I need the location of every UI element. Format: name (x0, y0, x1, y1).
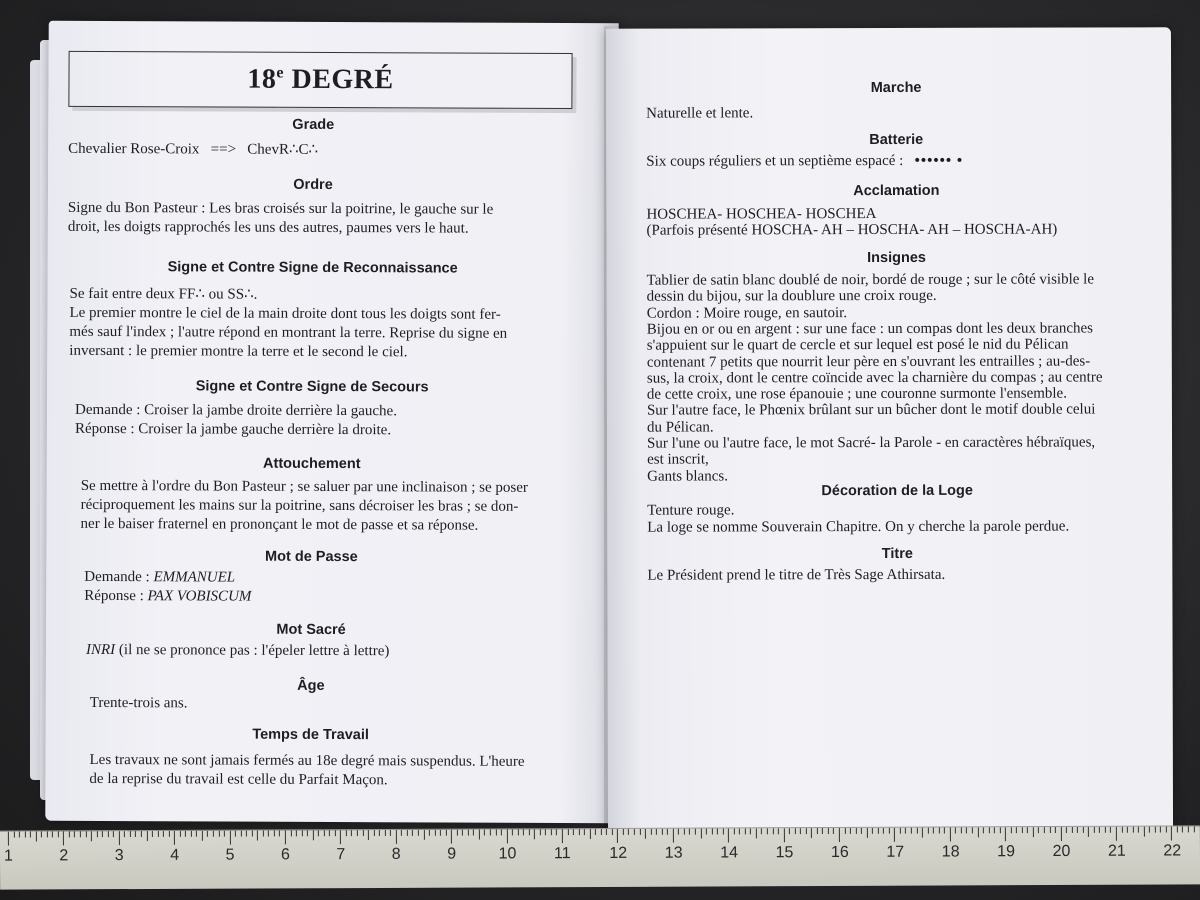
ruler-tick (379, 830, 380, 836)
reconnaissance-line: Le premier montre le ciel de la main droite dont tous les doigts sont fer- (69, 304, 501, 323)
ruler-tick (351, 830, 352, 836)
ruler-tick (495, 829, 496, 835)
ruler-tick (30, 831, 31, 837)
reconnaissance-line: inversant : le premier montre la terre et le second le ciel. (69, 342, 408, 361)
ordre-line: Signe du Bon Pasteur : Les bras croisés sur la poitrine, le gauche sur le (67, 199, 494, 218)
ruler-tick (108, 831, 109, 837)
ruler-tick (1083, 827, 1084, 833)
ruler-tick (883, 828, 884, 834)
ruler-tick (484, 830, 485, 836)
ruler-number: 1 (3, 847, 13, 865)
ruler-tick (185, 831, 186, 837)
ruler-tick (329, 830, 330, 836)
ruler-tick (213, 831, 214, 837)
ruler-tick (567, 829, 568, 835)
ruler-number: 8 (391, 845, 401, 863)
heading-reconnaissance: Signe et Contre Signe de Reconnaissance (167, 259, 458, 277)
ruler-tick (833, 828, 834, 834)
ruler-tick (1116, 827, 1117, 841)
ruler-number: 3 (114, 847, 124, 865)
ruler-tick (385, 830, 386, 836)
ruler-tick (578, 829, 579, 835)
ruler-tick (1000, 827, 1001, 833)
ruler-tick (1016, 827, 1017, 833)
marche-text: Naturelle et lente. (646, 105, 754, 122)
ruler-tick (839, 828, 840, 842)
ruler-tick (639, 829, 640, 835)
heading-grade: Grade (292, 116, 335, 134)
ruler-tick (850, 828, 851, 834)
ruler-tick (324, 830, 325, 836)
ruler-tick (961, 827, 962, 833)
heading-titre: Titre (881, 545, 913, 563)
ruler-tick (756, 828, 757, 838)
attouchement-line: réciproquement les mains sur la poitrine, sans décroiser les bras ; se don- (80, 496, 519, 515)
ruler-tick (861, 828, 862, 834)
ruler-tick (556, 829, 557, 835)
ruler-tick (728, 828, 729, 842)
ruler-tick (58, 831, 59, 837)
ruler-tick (601, 829, 602, 835)
ruler-tick (141, 831, 142, 837)
ruler-tick (1188, 826, 1189, 832)
ruler-tick (1160, 827, 1161, 833)
ruler-tick (207, 831, 208, 837)
ruler-tick (1038, 827, 1039, 833)
ruler-tick (457, 830, 458, 836)
temps-line: de la reprise du travail est celle du Parfait Maçon. (89, 770, 388, 789)
ruler-tick (412, 830, 413, 836)
ruler-tick (246, 831, 247, 837)
ruler (0, 825, 1200, 889)
ruler-tick (1138, 827, 1139, 833)
ruler-tick (645, 829, 646, 839)
ruler-tick (939, 828, 940, 834)
ruler-number: 2 (59, 847, 69, 865)
ruler-tick (13, 832, 14, 838)
insignes-line: Bijou en or ou en argent : sur une face : un compas dont les deux branches (646, 320, 1094, 338)
heading-acclamation: Acclamation (853, 182, 940, 200)
heading-mot-de-passe: Mot de Passe (265, 548, 358, 566)
ruler-tick (612, 829, 613, 835)
ruler-tick (844, 828, 845, 834)
ruler-tick (180, 831, 181, 837)
ruler-tick (163, 831, 164, 837)
title-box (68, 51, 572, 109)
ruler-tick (822, 828, 823, 834)
ruler-tick (900, 828, 901, 834)
ruler-tick (1072, 827, 1073, 833)
ruler-tick (202, 831, 203, 841)
ruler-tick (446, 830, 447, 836)
ruler-number: 22 (1163, 842, 1182, 860)
insignes-line: Gants blancs. (647, 468, 728, 485)
ruler-tick (540, 829, 541, 835)
ruler-tick (944, 827, 945, 833)
reconnaissance-line: més sauf l'index ; l'autre répond en montrant la terre. Reprise du signe en (69, 323, 508, 342)
ruler-number: 13 (664, 844, 683, 862)
ruler-tick (401, 830, 402, 836)
ruler-tick (290, 830, 291, 836)
ruler-tick (113, 831, 114, 837)
ruler-tick (1049, 827, 1050, 833)
ruler-number: 17 (886, 843, 905, 861)
ruler-tick (1105, 827, 1106, 833)
ruler-tick (739, 828, 740, 834)
ruler-tick (512, 829, 513, 835)
ruler-tick (711, 829, 712, 835)
ruler-tick (296, 830, 297, 836)
ruler-tick (135, 831, 136, 837)
ruler-tick (1110, 827, 1111, 833)
insignes-line: de cette croix, une rose épanouie ; une couronne surmonte l'ensemble. (646, 385, 1067, 403)
ruler-tick (1033, 827, 1034, 837)
ruler-tick (69, 831, 70, 837)
ruler-tick (634, 829, 635, 835)
ruler-tick (24, 832, 25, 838)
ruler-tick (301, 830, 302, 836)
heading-mot-sacre: Mot Sacré (276, 621, 346, 639)
ruler-tick (36, 831, 37, 841)
ruler-tick (911, 828, 912, 834)
ruler-tick (584, 829, 585, 835)
heading-decoration: Décoration de la Loge (821, 482, 973, 500)
ruler-number: 6 (280, 846, 290, 864)
attouchement-line: ner le baiser fraternel en prononçant le mot de passe et sa réponse. (80, 515, 479, 534)
ruler-tick (357, 830, 358, 836)
ruler-tick (169, 831, 170, 837)
ruler-tick (74, 831, 75, 837)
ruler-tick (545, 829, 546, 835)
ruler-tick (933, 828, 934, 834)
ruler-tick (994, 827, 995, 833)
ruler-tick (551, 829, 552, 835)
ruler-tick (191, 831, 192, 837)
ruler-tick (501, 829, 502, 835)
ruler-tick (767, 828, 768, 834)
ruler-tick (1055, 827, 1056, 833)
grade-text: Chevalier Rose-Croix ==> ChevR∴C∴ (68, 140, 319, 158)
insignes-line: Sur l'une ou l'autre face, le mot Sacré- la Parole - en caractères hébraïques, (647, 434, 1096, 452)
secours-line: Réponse : Croiser la jambe gauche derrière la droite. (74, 420, 392, 439)
ruler-tick (1044, 827, 1045, 833)
ruler-number: 4 (170, 846, 180, 864)
ruler-tick (817, 828, 818, 834)
ruler-tick (617, 829, 618, 843)
ruler-tick (1182, 826, 1183, 832)
ruler-tick (651, 829, 652, 835)
ruler-tick (1011, 827, 1012, 833)
ruler-tick (1094, 827, 1095, 833)
ruler-tick (335, 830, 336, 836)
ruler-tick (252, 831, 253, 837)
ruler-number: 7 (336, 846, 346, 864)
ruler-tick (529, 829, 530, 835)
insignes-line: Sur l'autre face, le Phœnix brûlant sur un bûcher dont le motif double celui (646, 401, 1096, 420)
ruler-tick (518, 829, 519, 835)
ruler-tick (878, 828, 879, 834)
ruler-tick (1088, 827, 1089, 837)
ruler-tick (63, 831, 64, 845)
titre-text: Le Président prend le titre de Très Sage Athirsata. (647, 566, 946, 584)
ruler-tick (950, 827, 951, 841)
insignes-line: Tablier de satin blanc doublé de noir, bordé de rouge ; sur le côté visible le (646, 271, 1095, 289)
ruler-tick (623, 829, 624, 835)
ruler-tick (828, 828, 829, 834)
ruler-tick (573, 829, 574, 835)
ruler-tick (667, 829, 668, 835)
mot-de-passe-demande: Demande : EMMANUEL (84, 568, 236, 586)
ruler-number: 5 (225, 846, 235, 864)
ruler-tick (1005, 827, 1006, 841)
ruler-tick (1060, 827, 1061, 841)
ruler-tick (473, 830, 474, 836)
ruler-tick (1127, 827, 1128, 833)
ruler-tick (257, 830, 258, 840)
ruler-number: 9 (447, 845, 457, 863)
ruler-tick (8, 832, 9, 846)
ruler-number: 21 (1107, 842, 1126, 860)
ruler-tick (889, 828, 890, 834)
ruler-tick (783, 828, 784, 842)
ruler-tick (867, 828, 868, 838)
heading-attouchement: Attouchement (263, 455, 361, 473)
heading-secours: Signe et Contre Signe de Secours (195, 378, 429, 396)
ruler-tick (285, 830, 286, 844)
ruler-tick (1022, 827, 1023, 833)
ruler-tick (977, 827, 978, 837)
ruler-tick (872, 828, 873, 834)
ruler-number: 16 (830, 843, 849, 861)
ruler-tick (41, 831, 42, 837)
ruler-tick (224, 831, 225, 837)
ruler-tick (523, 829, 524, 835)
ruler-tick (52, 831, 53, 837)
heading-temps-de-travail: Temps de Travail (252, 726, 369, 744)
reconnaissance-line: Se fait entre deux FF∴ ou SS∴. (69, 285, 258, 303)
ruler-tick (695, 829, 696, 835)
ruler-tick (196, 831, 197, 837)
ruler-tick (85, 831, 86, 837)
ruler-tick (988, 827, 989, 833)
ruler-tick (429, 830, 430, 836)
ruler-tick (434, 830, 435, 836)
ruler-tick (811, 828, 812, 838)
ruler-tick (955, 827, 956, 833)
ruler-tick (423, 830, 424, 840)
ruler-tick (418, 830, 419, 836)
ruler-number: 18 (941, 843, 960, 861)
ruler-tick (451, 830, 452, 844)
insignes-line: Cordon : Moire rouge, en sautoir. (646, 304, 848, 322)
left-page (45, 21, 618, 823)
ruler-tick (656, 829, 657, 835)
ruler-tick (268, 830, 269, 836)
mot-de-passe-reponse: Réponse : PAX VOBISCUM (84, 587, 252, 605)
ruler-tick (440, 830, 441, 836)
ruler-tick (916, 828, 917, 834)
ruler-tick (241, 831, 242, 837)
ruler-tick (263, 830, 264, 836)
ruler-tick (174, 831, 175, 845)
insignes-line: sus, la croix, dont le centre coïncide avec la charnière du compas ; au centre (646, 369, 1103, 387)
ruler-tick (894, 828, 895, 842)
decoration-line: La loge se nomme Souverain Chapitre. On y cherche la parole perdue. (647, 518, 1070, 536)
heading-batterie: Batterie (869, 131, 924, 149)
ruler-tick (745, 828, 746, 834)
ruler-number: 14 (720, 844, 739, 862)
ruler-tick (218, 831, 219, 837)
ruler-tick (806, 828, 807, 834)
ruler-tick (1066, 827, 1067, 833)
ruler-tick (983, 827, 984, 833)
ruler-tick (606, 829, 607, 835)
ruler-tick (146, 831, 147, 841)
ruler-tick (91, 831, 92, 841)
ruler-tick (318, 830, 319, 836)
heading-marche: Marche (870, 79, 922, 97)
insignes-line: dessin du bijou, sur la doublure une croix rouge. (646, 288, 937, 305)
ruler-tick (279, 830, 280, 836)
ruler-tick (462, 830, 463, 836)
ruler-tick (689, 829, 690, 835)
ruler-tick (152, 831, 153, 837)
ruler-tick (340, 830, 341, 844)
ruler-tick (1149, 827, 1150, 833)
ruler-tick (700, 829, 701, 839)
insignes-line: du Pélican. (646, 419, 714, 436)
age-text: Trente-trois ans. (89, 694, 188, 712)
ruler-tick (1166, 827, 1167, 833)
ruler-tick (778, 828, 779, 834)
attouchement-line: Se mettre à l'ordre du Bon Pasteur ; se saluer par une inclinaison ; se poser (80, 477, 528, 496)
ruler-tick (346, 830, 347, 836)
ruler-tick (506, 829, 507, 843)
temps-line: Les travaux ne sont jamais fermés au 18e degré mais suspendus. L'heure (89, 751, 525, 770)
ruler-tick (80, 831, 81, 837)
ruler-number: 10 (498, 845, 517, 863)
page-title: 18e DEGRÉ (247, 63, 394, 96)
ruler-tick (407, 830, 408, 836)
ruler-tick (772, 828, 773, 834)
ruler-tick (1155, 827, 1156, 833)
ruler-tick (490, 829, 491, 835)
insignes-line: s'appuient sur le quart de cercle et sur lequel est posé le nid du Pélican (646, 336, 1069, 354)
ruler-tick (313, 830, 314, 840)
ruler-tick (1132, 827, 1133, 833)
ruler-number: 12 (609, 844, 628, 862)
heading-ordre: Ordre (293, 176, 333, 194)
ruler-tick (396, 830, 397, 844)
ruler-tick (1121, 827, 1122, 833)
ruler-tick (1177, 826, 1178, 832)
ruler-tick (628, 829, 629, 835)
ruler-tick (789, 828, 790, 834)
ruler-tick (119, 831, 120, 845)
ruler-tick (374, 830, 375, 836)
ruler-number: 19 (997, 843, 1016, 861)
ruler-tick (800, 828, 801, 834)
ruler-tick (468, 830, 469, 836)
insignes-line: est inscrit, (647, 451, 709, 468)
ruler-tick (1193, 826, 1194, 832)
ruler-tick (734, 828, 735, 834)
ruler-tick (1077, 827, 1078, 833)
acclamation-line: HOSCHEA- HOSCHEA- HOSCHEA (646, 206, 877, 223)
ruler-tick (750, 828, 751, 834)
ruler-tick (1144, 827, 1145, 837)
ruler-tick (274, 830, 275, 836)
right-page (606, 27, 1173, 833)
ruler-tick (761, 828, 762, 834)
ruler-tick (662, 829, 663, 835)
ruler-tick (723, 828, 724, 834)
ruler-tick (678, 829, 679, 835)
ruler-tick (362, 830, 363, 836)
ruler-tick (673, 829, 674, 843)
ruler-tick (102, 831, 103, 837)
secours-line: Demande : Croiser la jambe droite derrière la gauche. (75, 401, 398, 420)
ruler-tick (130, 831, 131, 837)
ruler-tick (479, 830, 480, 840)
ruler-tick (1099, 827, 1100, 833)
ruler-tick (229, 831, 230, 845)
ruler-tick (795, 828, 796, 834)
ruler-tick (19, 832, 20, 838)
ruler-tick (97, 831, 98, 837)
ruler-tick (368, 830, 369, 840)
mot-sacre-text: INRI (il ne se prononce pas : l'épeler lettre à lettre) (85, 641, 390, 660)
ruler-number: 20 (1052, 842, 1071, 861)
ruler-tick (235, 831, 236, 837)
ruler-tick (590, 829, 591, 839)
ruler-tick (706, 829, 707, 835)
ruler-tick (905, 828, 906, 834)
ruler-tick (390, 830, 391, 836)
ruler-tick (1171, 827, 1172, 841)
ruler-tick (717, 828, 718, 834)
heading-insignes: Insignes (867, 249, 926, 267)
acclamation-line: (Parfois présenté HOSCHA- AH – HOSCHA- AH – HOSCHA-AH) (646, 221, 1058, 239)
heading-age: Âge (297, 677, 325, 694)
ruler-tick (855, 828, 856, 834)
ruler-tick (534, 829, 535, 839)
ruler-tick (157, 831, 158, 837)
ruler-tick (972, 827, 973, 833)
ruler-tick (1027, 827, 1028, 833)
insignes-line: contenant 7 petits que nourrit leur père en s'ouvrant les entrailles ; au-des- (646, 352, 1091, 371)
ruler-tick (966, 827, 967, 833)
ruler-number: 15 (775, 844, 794, 862)
batterie-text: Six coups réguliers et un septième espacé : •••••• • (646, 152, 964, 170)
ruler-tick (562, 829, 563, 843)
ruler-tick (922, 828, 923, 838)
ruler-number: 11 (553, 845, 571, 863)
ruler-tick (124, 831, 125, 837)
ruler-tick (47, 831, 48, 837)
ordre-line: droit, les doigts rapprochés les uns des autres, paumes vers le haut. (67, 218, 469, 237)
ruler-tick (307, 830, 308, 836)
ruler-tick (684, 829, 685, 835)
ruler-tick (927, 828, 928, 834)
decoration-line: Tenture rouge. (647, 502, 735, 519)
ruler-tick (595, 829, 596, 835)
